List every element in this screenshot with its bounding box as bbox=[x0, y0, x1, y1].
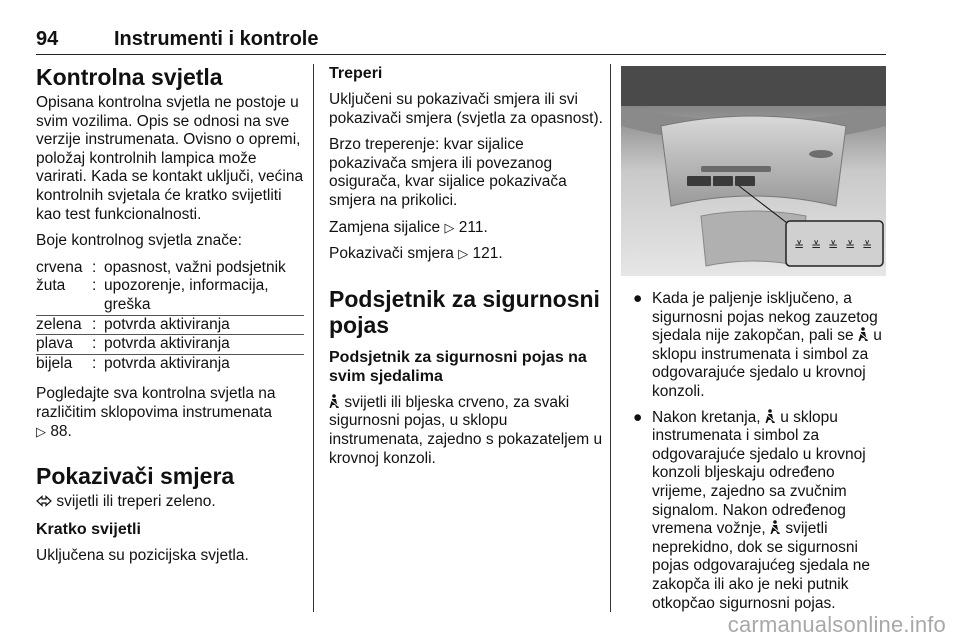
running-title: Instrumenti i kontrole bbox=[114, 28, 319, 50]
seatbelt-reminder-icon bbox=[329, 394, 340, 409]
color-name: plava bbox=[36, 335, 92, 355]
table-row bbox=[36, 315, 304, 335]
column-divider bbox=[610, 64, 611, 612]
colon: : bbox=[92, 354, 104, 373]
turn-signal-paragraph bbox=[36, 493, 304, 512]
svg-text:≚: ≚ bbox=[828, 239, 839, 253]
color-name: žuta bbox=[36, 277, 66, 295]
seatbelt-reminder-icon bbox=[858, 327, 869, 342]
section-heading-warning-lights: Kontrolna svjetla bbox=[36, 64, 223, 90]
color-meaning: potvrda aktiviranja bbox=[104, 335, 304, 355]
see-also-ref[interactable]: 88. bbox=[50, 422, 72, 440]
turn-signal-text: svijetli ili treperi zeleno. bbox=[56, 493, 216, 511]
svg-text:≚: ≚ bbox=[862, 239, 873, 253]
bullet-text-before: Nakon kretanja, bbox=[652, 408, 761, 426]
brief-paragraph: Uključena su pozicijska svjetla. bbox=[36, 546, 249, 564]
subheading-brief: Kratko svijetli bbox=[36, 520, 141, 538]
reference-arrow-icon: ▷ bbox=[36, 423, 46, 439]
color-meaning: upozorenje, informacija, greška bbox=[104, 277, 269, 313]
see-also-text: Pogledajte sva kontrolna svjetla na različitim sklopovima instrumenata bbox=[36, 385, 276, 421]
subheading-all-seats: Podsjetnik za sigurnosni pojas na svim sjedalima bbox=[329, 348, 587, 385]
table-row bbox=[36, 259, 304, 278]
indicator-text: Pokazivači smjera bbox=[329, 245, 454, 263]
seatbelt-reminder-icon bbox=[765, 409, 776, 424]
reference-arrow-icon: ▷ bbox=[444, 219, 455, 235]
section-heading-seatbelt: Podsjetnik za sigurnosni pojas bbox=[329, 285, 600, 338]
all-seats-text: svijetli ili bljeska crveno, za svaki sigurnosni pojas, u sklopu instrumenata, zajedno s pokazateljem u krovnoj konzoli. bbox=[329, 393, 603, 467]
watermark: carmanualsonline.info bbox=[727, 612, 946, 637]
table-row bbox=[36, 335, 304, 355]
reference-arrow-icon: ▷ bbox=[458, 246, 469, 262]
color-meaning-table bbox=[36, 259, 304, 374]
bullet-text-after: svijetli neprekidno, dok se sigurnosni pojas odgovarajućeg sjedala ne zakopča ili ako je neki putnik otkopčao sigurnosni pojas. bbox=[652, 520, 871, 612]
color-name: bijela bbox=[36, 354, 92, 373]
bullet-list bbox=[633, 290, 886, 613]
see-also-paragraph bbox=[36, 385, 304, 441]
svg-text:≚: ≚ bbox=[845, 239, 856, 253]
bullet-icon: ● bbox=[633, 408, 643, 426]
bullet-icon: ● bbox=[633, 290, 643, 307]
page-number: 94 bbox=[36, 28, 59, 50]
bullet-text-before: Kada je paljenje isključeno, a sigurnosni pojas nekog zauzetog sjedala nije zakopčan, pali se bbox=[652, 290, 878, 345]
seatbelt-reminder-icon bbox=[770, 520, 781, 535]
column-divider bbox=[313, 64, 314, 612]
color-name: zelena bbox=[36, 315, 92, 335]
bullet-text-middle: u sklopu instrumenata i simbol za odgovarajuće sjedalo u krovnoj konzoli bljeskaju određeno vrijeme, zajedno sa zvučnim signalom. Nakon određenog vremena vožnje, bbox=[652, 408, 866, 538]
table-row bbox=[36, 354, 304, 373]
bulb-reference bbox=[329, 219, 604, 238]
colon: : bbox=[92, 277, 97, 295]
indicator-ref[interactable]: 121. bbox=[472, 245, 503, 263]
table-row bbox=[36, 277, 304, 315]
column-right bbox=[633, 290, 886, 620]
colon: : bbox=[92, 335, 104, 355]
flashing-paragraph: Uključeni su pokazivači smjera ili svi pokazivači smjera (svjetla za opasnost). bbox=[329, 91, 603, 127]
colon: : bbox=[92, 315, 104, 335]
turn-signal-icon bbox=[36, 495, 52, 507]
svg-text:≚: ≚ bbox=[811, 239, 822, 253]
color-meaning: potvrda aktiviranja bbox=[104, 315, 304, 335]
section-heading-turn-signals: Pokazivači smjera bbox=[36, 463, 235, 490]
bulb-ref[interactable]: 211. bbox=[458, 218, 488, 236]
indicator-reference bbox=[329, 245, 604, 264]
column-middle bbox=[329, 64, 604, 476]
svg-text:≚: ≚ bbox=[794, 239, 805, 253]
all-seats-paragraph bbox=[329, 394, 604, 468]
bullet-text-after: u sklopu instrumenata i simbol za odgovarajuće sjedalo u krovnoj konzoli. bbox=[652, 327, 882, 400]
fast-flash-paragraph: Brzo treperenje: kvar sijalice pokazivača smjera ili povezanog osigurača, kvar sijalice pokazivača smjera na prikolici. bbox=[329, 136, 567, 209]
color-meaning: potvrda aktiviranja bbox=[104, 354, 304, 373]
bulb-text: Zamjena sijalice bbox=[329, 218, 441, 236]
colon: : bbox=[92, 258, 97, 276]
color-meaning: opasnost, važni podsjetnik bbox=[104, 258, 286, 276]
subheading-flashing: Treperi bbox=[329, 65, 383, 82]
column-left bbox=[36, 64, 304, 573]
colors-label: Boje kontrolnog svjetla znače: bbox=[36, 232, 242, 250]
intro-paragraph: Opisana kontrolna svjetla ne postoje u svim vozilima. Opis se odnosi na sve verzije instrumenata. Ovisno o opremi, položaj kontrolnih lampica može varirati. Kada se kontakt uključi, većina kontrolnih svjetala će kratko svijetliti kao test funkcionalnosti. bbox=[36, 94, 304, 223]
page-header bbox=[36, 28, 886, 55]
list-item bbox=[633, 290, 886, 402]
color-name: crvena bbox=[36, 258, 83, 276]
list-item bbox=[633, 409, 886, 614]
roof-console-photo bbox=[621, 66, 886, 276]
